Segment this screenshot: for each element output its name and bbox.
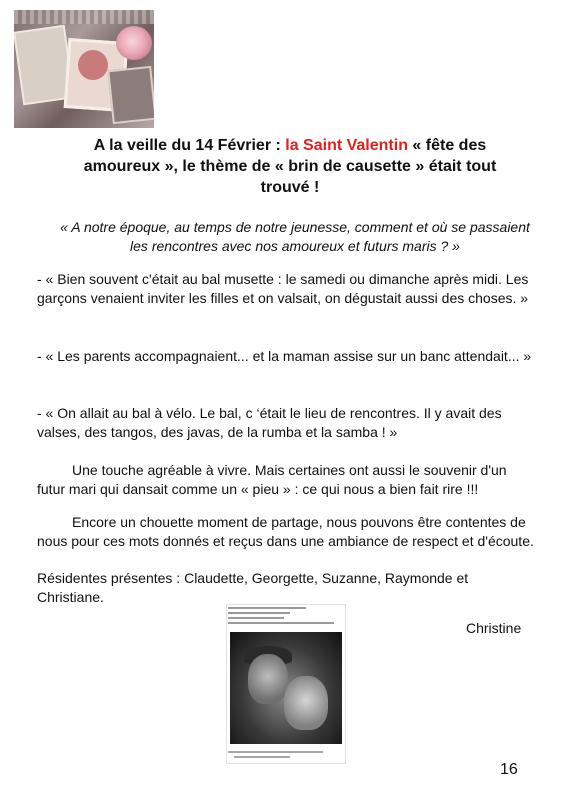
photo-footer-lines [228,748,340,758]
testimony-paragraph-2: - « Les parents accompagnaient... et la maman assise sur un banc attendait... » [37,348,532,364]
testimony-paragraph-3: - « On allait au bal à vélo. Le bal, c ‘était le lieu de rencontres. Il y avait des valses, des tangos, des javas, de la rumba et la samba ! » [37,405,502,440]
author-signature: Christine [466,620,522,636]
page-number: 16 [500,761,518,778]
title-highlight: la Saint Valentin [285,137,408,154]
photo-caption-lines [228,607,340,627]
valentine-collage-image [14,10,154,128]
elderly-couple-photo [230,632,342,744]
title-line3: trouvé ! [260,179,320,196]
title-rest-line1: « fête des [412,137,487,154]
intro-question: « A notre époque, au temps de notre jeunesse, comment et où se passaient les rencontres avec nos amoureux et futurs maris ? » [60,219,530,254]
closing-paragraph: Encore un chouette moment de partage, nous pouvons être contentes de nous pour ces mots donnés et reçus dans une ambiance de respect et d'écoute. [37,514,534,549]
residents-list: Résidentes présentes : Claudette, Georgette, Suzanne, Raymonde et Christiane. [37,570,469,605]
testimony-paragraph-1: - « Bien souvent c'était au bal musette : le samedi ou dimanche après midi. Les garçons venaient inviter les filles et on valsait, on dégustait aussi des choses. » [37,271,529,306]
title-line2: amoureux », le thème de « brin de causette » était tout [83,158,497,175]
title-prefix: A la veille du 14 Février : [93,137,281,154]
commentary-paragraph: Une touche agréable à vivre. Mais certaines ont aussi le souvenir d'un futur mari qui dansait comme un « pieu » : ce qui nous a bien fait rire !!! [37,462,507,497]
article-title [40,135,540,198]
